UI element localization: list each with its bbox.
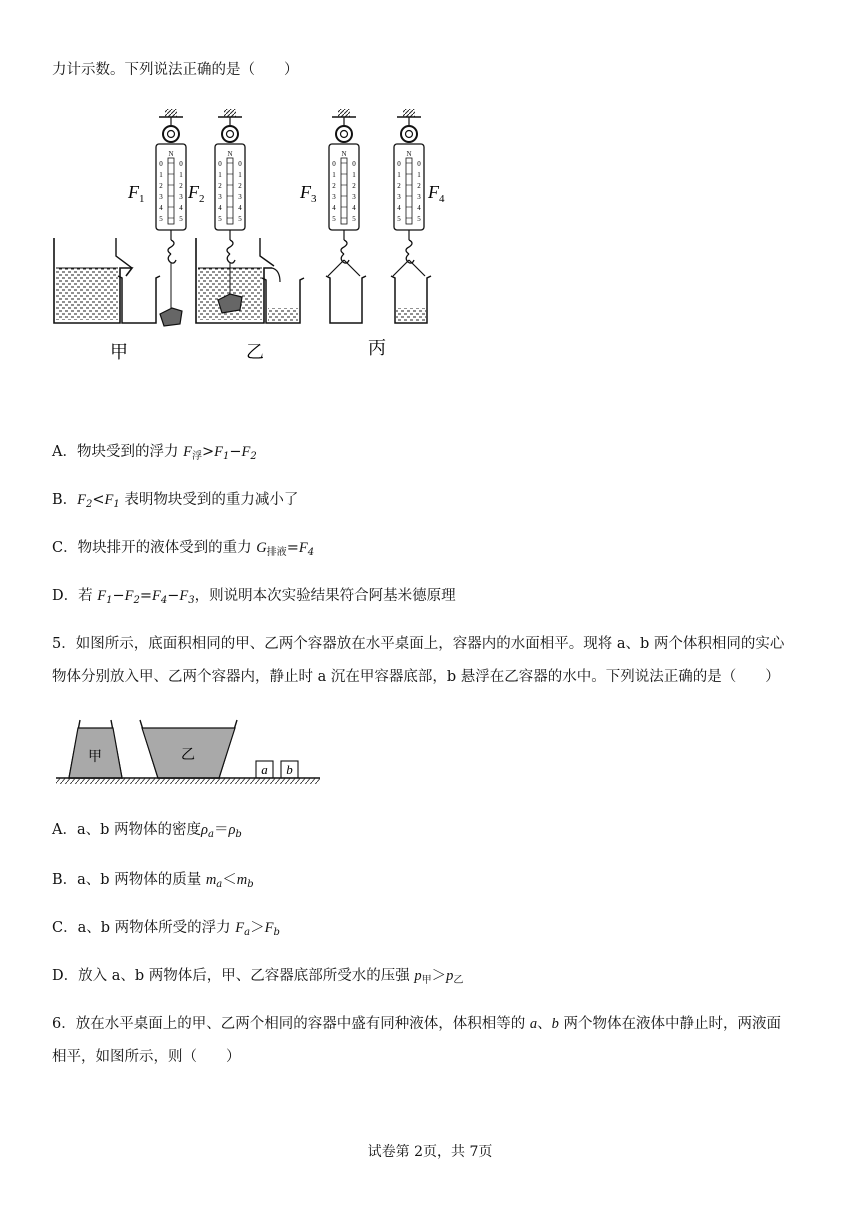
scale-tick-label: 5: [417, 215, 421, 223]
q6-text-c: 两个物体在液体中静止时，两液面: [558, 1016, 781, 1032]
q5-stem-line1: 5．如图所示，底面积相同的甲、乙两个容器放在水平桌面上，容器内的水面相平。现将 a、b 两个体积相同的实心: [52, 636, 785, 652]
sym-F4: F: [152, 588, 161, 604]
sub-paiye: 排液: [266, 547, 287, 558]
scale-tick-label: 4: [352, 204, 356, 212]
scale-tick-label: 1: [218, 171, 222, 179]
scale-tick-label: 2: [332, 182, 336, 190]
label-jia: 甲: [110, 342, 128, 362]
sub-b: b: [235, 829, 242, 840]
scale-top-label: N: [168, 150, 174, 158]
scale-tick-label: 3: [332, 193, 336, 201]
label-yi: 乙: [246, 342, 264, 362]
option-d-suffix: ，则说明本次实验结果符合阿基米德原理: [194, 588, 456, 604]
scale-tick-label: 1: [238, 171, 242, 179]
sub-1: 1: [113, 499, 120, 510]
option-b-prefix: B．: [52, 492, 78, 508]
sym-G: G: [256, 540, 267, 556]
sub-2: 2: [86, 499, 93, 510]
minus: −: [167, 588, 180, 604]
hanging-beaker-4: [391, 260, 431, 323]
q4-option-c[interactable]: [52, 538, 314, 563]
overflow-beaker-1: [54, 238, 132, 323]
scale-tick-label: 2: [218, 182, 222, 190]
scale-tick-label: 5: [238, 215, 242, 223]
scale-tick-label: 4: [159, 204, 163, 212]
page-footer: 试卷第 2页，共 7页: [367, 1144, 493, 1160]
sym-F2: F: [124, 588, 134, 604]
sub-fu: 浮: [191, 451, 202, 462]
sym-m-a: m: [205, 872, 217, 888]
block-a-label: a: [261, 762, 268, 777]
scale-tick-label: 2: [159, 182, 163, 190]
label-F3: $F_3$: [300, 182, 317, 205]
sub-yi: 乙: [453, 975, 464, 986]
sym-F2: F: [77, 492, 87, 508]
scale-tick-label: 4: [218, 204, 222, 212]
q4-option-a[interactable]: [52, 442, 257, 467]
rel: ＞: [250, 920, 265, 936]
sym-F3: F: [179, 588, 189, 604]
scale-tick-label: 0: [218, 160, 222, 168]
sub-a: a: [216, 879, 223, 890]
scale-tick-label: 3: [397, 193, 401, 201]
scale-tick-label: 0: [159, 160, 163, 168]
sub-a: a: [207, 829, 214, 840]
sym-F1: F: [97, 588, 107, 604]
sym-F4: F: [298, 540, 308, 556]
sym-F1: F: [104, 492, 114, 508]
scale-tick-label: 3: [238, 193, 242, 201]
sym-rho-a: ρ: [201, 822, 208, 838]
eq: =: [286, 540, 299, 556]
q5-figure: [52, 716, 332, 788]
sub-4: 4: [307, 547, 315, 558]
scale-tick-label: 1: [159, 171, 163, 179]
scale-tick-label: 3: [218, 193, 222, 201]
scale-tick-label: 1: [332, 171, 336, 179]
scale-tick-label: 4: [332, 204, 336, 212]
scale-top-label: N: [341, 150, 347, 158]
q5-option-b[interactable]: [52, 870, 254, 895]
sub-2: 2: [133, 595, 140, 606]
scale-tick-label: 1: [179, 171, 183, 179]
scale-tick-label: 0: [332, 160, 336, 168]
q5-option-c[interactable]: [52, 918, 280, 943]
hanging-beaker-3: [326, 260, 366, 323]
eq: ＝: [213, 822, 229, 838]
scale-tick-label: 0: [179, 160, 183, 168]
scale-tick-label: 5: [159, 215, 163, 223]
sub-b: b: [247, 879, 254, 890]
q5-option-a[interactable]: [52, 820, 242, 845]
container-jia-label: 甲: [88, 750, 102, 765]
eq: =: [139, 588, 153, 604]
sub-2: 2: [250, 451, 257, 462]
q4-figure: [50, 108, 450, 368]
scale-tick-label: 5: [179, 215, 183, 223]
q4-option-d[interactable]: [52, 586, 456, 611]
sym-F: F: [183, 444, 192, 460]
option-c-prefix: C．物块排开的液体受到的重力: [52, 540, 257, 556]
sub-a: a: [244, 927, 251, 938]
scale-tick-label: 0: [417, 160, 421, 168]
scale-tick-label: 0: [397, 160, 401, 168]
label-F2: $F_2$: [188, 182, 205, 205]
label-F4: $F_4$: [428, 182, 445, 205]
scale-tick-label: 1: [352, 171, 356, 179]
option-b-suffix: 表明物块受到的重力减小了: [119, 492, 299, 508]
scale-tick-label: 2: [397, 182, 401, 190]
option-d-prefix: D．若: [52, 588, 98, 604]
sub-1: 1: [222, 451, 230, 462]
scale-tick-label: 2: [417, 182, 421, 190]
option-d-prefix: D．放入 a、b 两物体后，甲、乙容器底部所受水的压强: [52, 968, 415, 984]
option-b-prefix: B．a、b 两物体的质量: [52, 872, 206, 888]
block-b-label: b: [286, 762, 293, 777]
sub-1: 1: [106, 595, 113, 606]
scale-top-label: N: [227, 150, 233, 158]
scale-tick-label: 1: [417, 171, 421, 179]
sym-F-b: F: [264, 920, 274, 936]
scale-ticks-1: [168, 150, 173, 158]
sub-b: b: [273, 927, 280, 938]
minus: −: [112, 588, 125, 604]
sub-4: 4: [160, 595, 168, 606]
q5-stem-line2: 物体分别放入甲、乙两个容器内，静止时 a 沉在甲容器底部，b 悬浮在乙容器的水中。下列说法正确的是（ ）: [52, 669, 780, 685]
option-c-prefix: C．a、b 两物体所受的浮力: [52, 920, 236, 936]
scale-tick-label: 1: [397, 171, 401, 179]
scale-tick-label: 3: [352, 193, 356, 201]
label-F1: $F_1$: [128, 182, 145, 205]
rel: ＜: [222, 872, 237, 888]
scale-tick-label: 2: [352, 182, 356, 190]
small-beaker-2: [262, 268, 304, 323]
q6-text-b: 、: [537, 1016, 552, 1032]
scale-tick-label: 3: [179, 193, 183, 201]
scale-tick-label: 5: [397, 215, 401, 223]
q4-stem-tail: 力计示数。下列说法正确的是（ ）: [52, 62, 299, 78]
rel: <: [92, 492, 105, 508]
q6-text-a: 6．放在水平桌面上的甲、乙两个相同的容器中盛有同种液体，体积相等的: [52, 1016, 530, 1032]
scale-tick-label: 4: [397, 204, 401, 212]
sym-p-yi: p: [446, 968, 454, 984]
rel: >: [201, 444, 215, 460]
scale-tick-label: 3: [159, 193, 163, 201]
scale-tick-label: 2: [179, 182, 183, 190]
scale-tick-label: 5: [332, 215, 336, 223]
q6-stem-line2: 相平，如图所示，则（ ）: [52, 1049, 241, 1065]
small-beaker-1: [118, 276, 160, 323]
sym-rho-b: ρ: [228, 822, 236, 838]
option-a-prefix: A．物块受到的浮力: [52, 444, 184, 460]
q6-var-b: b: [551, 1016, 559, 1032]
minus: −: [229, 444, 242, 460]
scale-tick-label: 4: [179, 204, 183, 212]
scale-tick-label: 5: [218, 215, 222, 223]
container-yi-label: 乙: [181, 748, 195, 763]
scale-tick-label: 3: [417, 193, 421, 201]
scale-tick-label: 4: [238, 204, 242, 212]
q4-option-b[interactable]: [52, 490, 298, 515]
scale-tick-label: 2: [238, 182, 242, 190]
scale-tick-label: 4: [417, 204, 421, 212]
sub-3: 3: [188, 595, 195, 606]
block-1: [160, 308, 182, 326]
scale-tick-label: 0: [352, 160, 356, 168]
sym-p-jia: p: [414, 968, 422, 984]
option-a-prefix: A．a、b 两物体的密度: [52, 822, 202, 838]
q6-stem-line1: [52, 1014, 781, 1034]
q6-var-a: a: [529, 1016, 538, 1032]
sub-jia: 甲: [421, 975, 432, 986]
q5-option-d[interactable]: [52, 966, 463, 991]
scale-top-label: N: [406, 150, 412, 158]
rel: ＞: [431, 968, 447, 984]
sym-F1: F: [214, 444, 223, 460]
scale-tick-label: 5: [352, 215, 356, 223]
sym-m-b: m: [236, 872, 248, 888]
scale-tick-label: 0: [238, 160, 242, 168]
sym-F-a: F: [235, 920, 245, 936]
label-bing: 丙: [368, 338, 386, 358]
sym-F2: F: [241, 444, 251, 460]
